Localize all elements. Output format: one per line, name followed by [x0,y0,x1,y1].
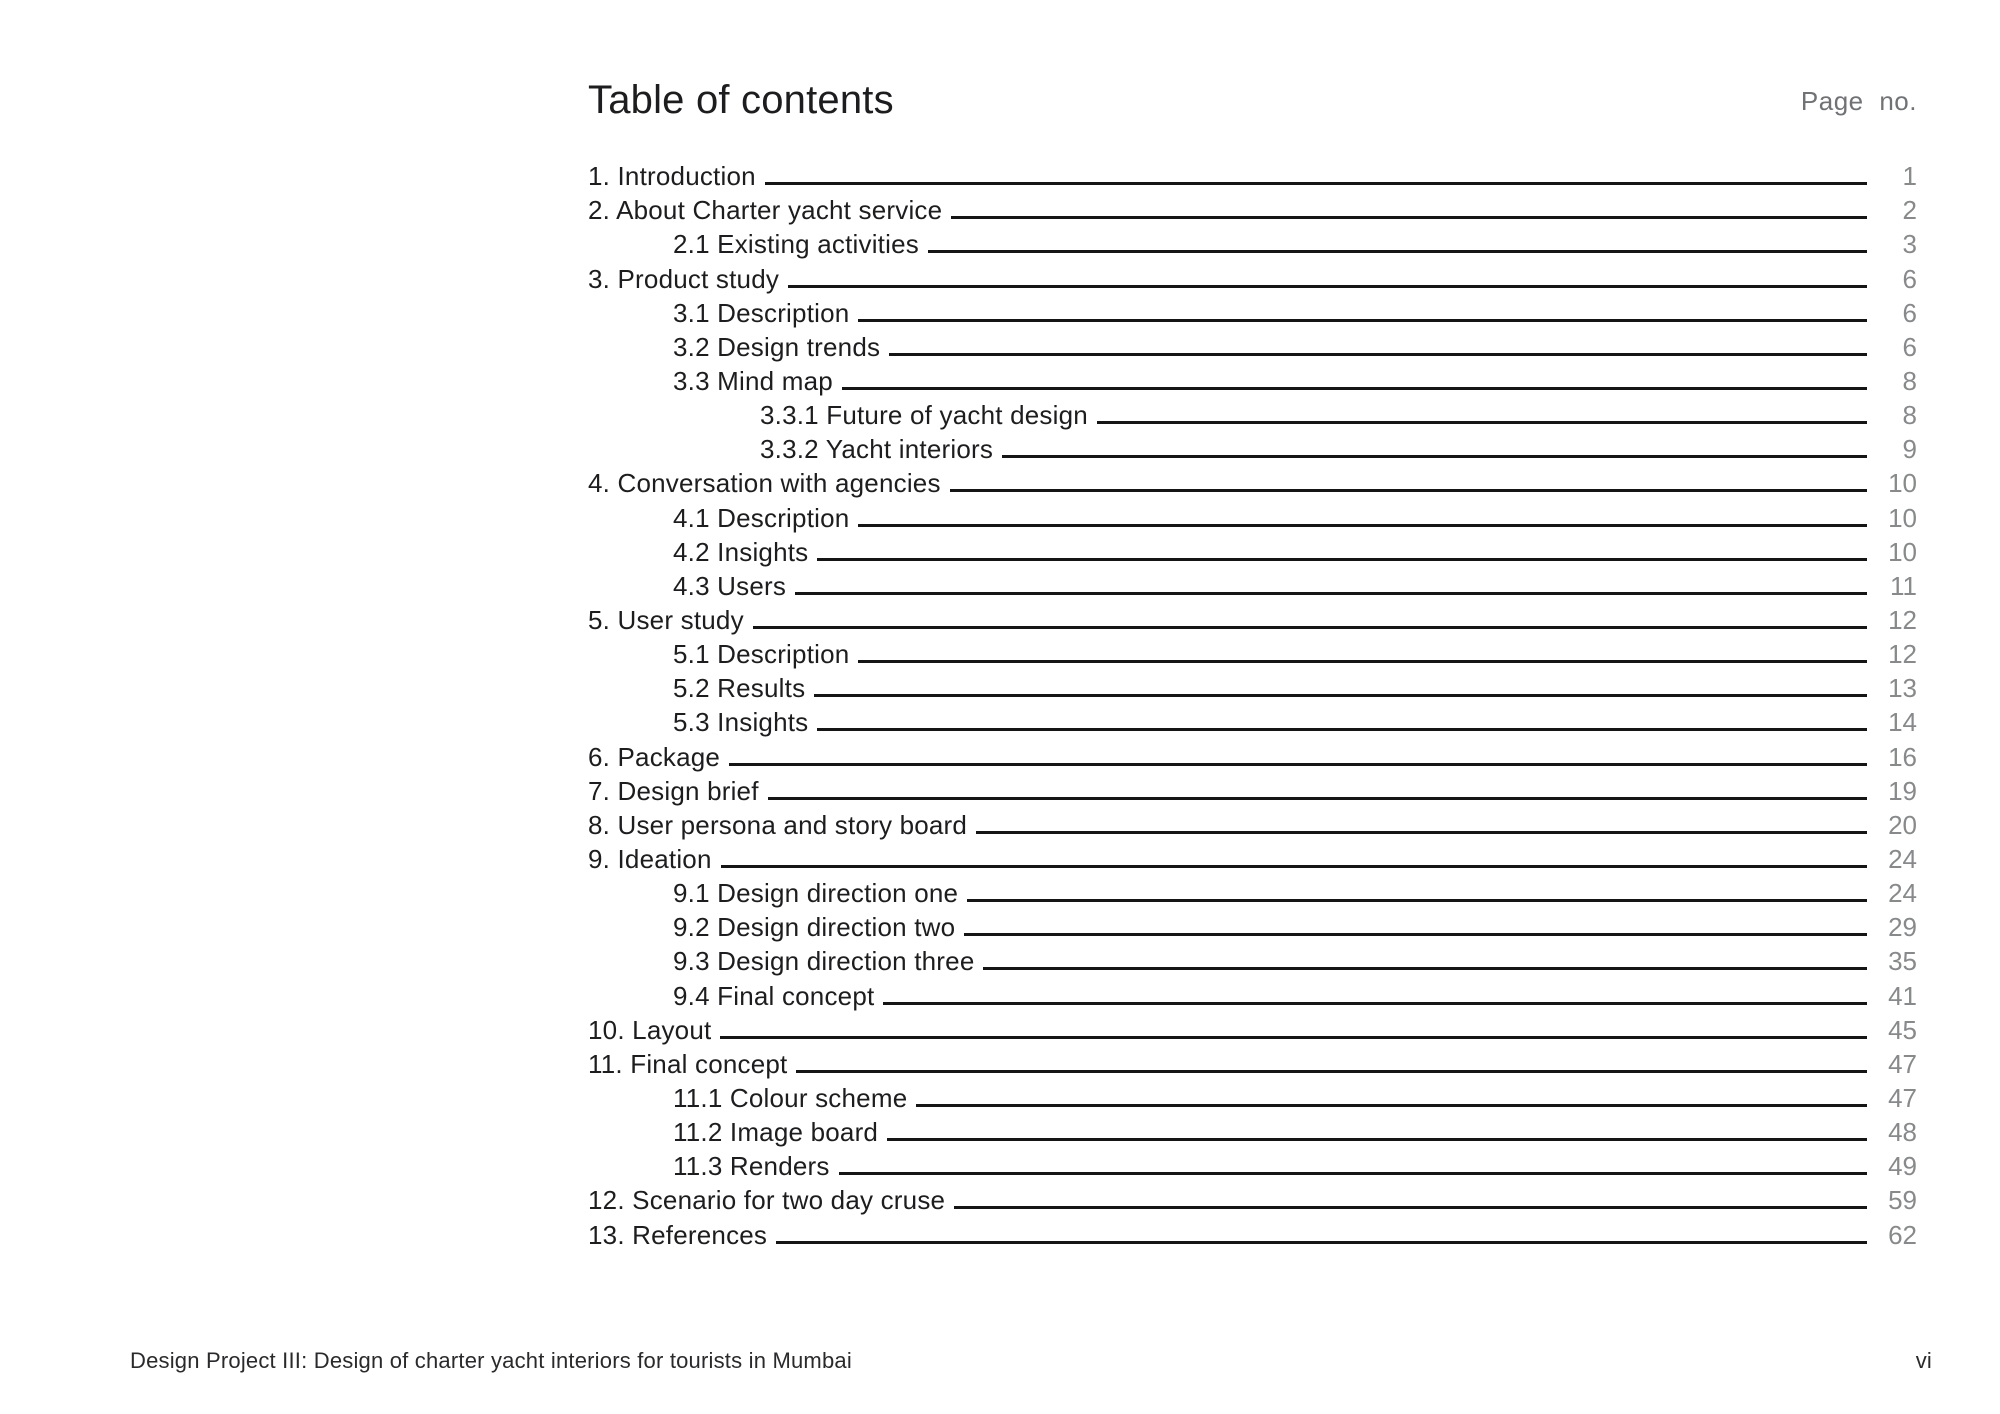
toc-entry-label: 4. Conversation with agencies [588,468,941,499]
toc-entry-label: 5. User study [588,604,744,635]
toc-entry[interactable] [588,161,1917,195]
toc-entry-page-number: 45 [1888,1014,1917,1045]
toc-list [588,161,1917,1254]
toc-entry[interactable] [588,298,1917,332]
leader-line [817,728,1867,731]
toc-entry[interactable] [588,878,1917,912]
toc-entry-label: 10. Layout [588,1014,712,1045]
toc-entry-page-number: 12 [1888,604,1917,635]
leader-line [887,1138,1867,1141]
toc-entry[interactable] [588,707,1917,741]
toc-entry-page-number: 59 [1888,1185,1917,1216]
toc-entry[interactable] [588,639,1917,673]
leader-line [814,694,1867,697]
toc-entry-page-number: 47 [1888,1048,1917,1079]
toc-entry-label: 1. Introduction [588,161,756,192]
toc-entry-page-number: 11 [1890,570,1917,601]
page-title: Table of contents [588,78,894,122]
leader-line [768,797,1867,800]
leader-line [928,250,1867,253]
toc-entry[interactable] [588,1083,1917,1117]
page-no-column-label: Page no. [1800,86,1917,116]
footer-document-title: Design Project III: Design of charter yacht interiors for tourists in Mumbai [130,1348,852,1373]
leader-line [1002,455,1867,458]
toc-entry[interactable] [588,912,1917,946]
toc-entry[interactable] [588,776,1917,810]
toc-entry[interactable] [588,195,1917,229]
leader-line [795,592,1867,595]
toc-entry-label: 13. References [588,1219,768,1250]
toc-entry-label: 11.2 Image board [673,1117,879,1148]
leader-line [967,899,1867,902]
toc-entry-label: 5.2 Results [673,673,806,704]
toc-entry-label: 3.1 Description [673,297,850,328]
toc-entry-page-number: 35 [1888,946,1917,977]
leader-line [858,524,1867,527]
toc-entry[interactable] [588,1015,1917,1049]
toc-entry-page-number: 12 [1888,639,1917,670]
toc-entry-page-number: 16 [1888,741,1917,772]
toc-entry-page-number: 47 [1888,1082,1917,1113]
footer-page-roman-numeral: vi [1915,1348,1932,1373]
leader-line [776,1241,1867,1244]
toc-entry-label: 6. Package [588,741,721,772]
toc-entry[interactable] [588,571,1917,605]
toc-entry-page-number: 8 [1902,365,1917,396]
toc-entry-page-number: 48 [1888,1117,1917,1148]
toc-entry-page-number: 3 [1902,229,1917,260]
leader-line [951,216,1867,219]
toc-entry-page-number: 10 [1888,502,1917,533]
toc-entry[interactable] [588,263,1917,297]
toc-entry-page-number: 49 [1888,1151,1917,1182]
toc-entry[interactable] [588,980,1917,1014]
leader-line [729,763,1867,766]
toc-entry-page-number: 9 [1902,434,1917,465]
toc-entry-page-number: 6 [1902,297,1917,328]
toc-entry-label: 9.3 Design direction three [673,946,975,977]
toc-entry-label: 3.3 Mind map [673,365,833,396]
leader-line [950,489,1867,492]
toc-entry-label: 11.3 Renders [673,1151,830,1182]
toc-entry-label: 3.2 Design trends [673,331,881,362]
toc-entry-label: 9.4 Final concept [673,980,875,1011]
toc-entry[interactable] [588,400,1917,434]
toc-entry-label: 9. Ideation [588,843,712,874]
leader-line [858,319,1867,322]
leader-line [721,865,1867,868]
leader-line [788,285,1867,288]
toc-entry-page-number: 2 [1902,195,1917,226]
toc-entry-page-number: 62 [1888,1219,1917,1250]
toc-entry-page-number: 24 [1888,843,1917,874]
leader-line [817,558,1867,561]
toc-entry[interactable] [588,537,1917,571]
toc-entry-label: 2. About Charter yacht service [588,195,943,226]
toc-entry-label: 4.3 Users [673,570,787,601]
toc-entry-label: 3.3.2 Yacht interiors [760,434,994,465]
leader-line [1097,421,1867,424]
leader-line [858,660,1867,663]
toc-entry[interactable] [588,1219,1917,1253]
toc-entry[interactable] [588,468,1917,502]
leader-line [916,1104,1867,1107]
toc-entry-page-number: 10 [1888,468,1917,499]
toc-entry-label: 9.1 Design direction one [673,878,959,909]
toc-entry[interactable] [588,229,1917,263]
leader-line [889,353,1867,356]
toc-entry-page-number: 10 [1888,536,1917,567]
toc-entry[interactable] [588,844,1917,878]
toc-entry[interactable] [588,605,1917,639]
toc-entry[interactable] [588,946,1917,980]
toc-entry-page-number: 24 [1888,878,1917,909]
toc-entry-label: 3.3.1 Future of yacht design [760,400,1088,431]
toc-entry[interactable] [588,332,1917,366]
leader-line [954,1206,1867,1209]
toc-entry[interactable] [588,741,1917,775]
toc-entry[interactable] [588,1185,1917,1219]
toc-entry-label: 9.2 Design direction two [673,912,956,943]
toc-entry-label: 4.1 Description [673,502,850,533]
toc-entry-page-number: 19 [1888,775,1917,806]
toc-entry[interactable] [588,502,1917,536]
toc-entry[interactable] [588,366,1917,400]
toc-entry-label: 11. Final concept [588,1048,788,1079]
leader-line [839,1172,1867,1175]
toc-entry-label: 5.1 Description [673,639,850,670]
leader-line [842,387,1867,390]
leader-line [765,182,1867,185]
leader-line [976,831,1867,834]
leader-line [883,1002,1867,1005]
toc-entry-label: 11.1 Colour scheme [673,1082,908,1113]
toc-entry-page-number: 1 [1902,161,1917,192]
toc-entry-page-number: 8 [1902,400,1917,431]
toc-entry-page-number: 14 [1888,707,1917,738]
toc-entry-label: 3. Product study [588,263,780,294]
toc-entry-page-number: 13 [1888,673,1917,704]
toc-entry-page-number: 41 [1888,980,1917,1011]
leader-line [720,1036,1867,1039]
toc-entry-page-number: 29 [1888,912,1917,943]
toc-entry-label: 8. User persona and story board [588,809,968,840]
toc-entry[interactable] [588,673,1917,707]
page-footer [130,1348,1932,1374]
toc-entry-page-number: 6 [1902,331,1917,362]
leader-line [964,933,1867,936]
toc-entry-label: 7. Design brief [588,775,759,806]
leader-line [983,967,1867,970]
toc-entry-label: 4.2 Insights [673,536,809,567]
toc-entry[interactable] [588,1151,1917,1185]
toc-entry[interactable] [588,1049,1917,1083]
toc-entry[interactable] [588,810,1917,844]
toc-entry-page-number: 6 [1902,263,1917,294]
toc-entry[interactable] [588,1117,1917,1151]
toc-entry-page-number: 20 [1888,809,1917,840]
leader-line [753,626,1867,629]
toc-entry-label: 2.1 Existing activities [673,229,919,260]
toc-entry-label: 5.3 Insights [673,707,809,738]
leader-line [796,1070,1867,1073]
toc-entry-label: 12. Scenario for two day cruse [588,1185,946,1216]
toc-entry[interactable] [588,434,1917,468]
